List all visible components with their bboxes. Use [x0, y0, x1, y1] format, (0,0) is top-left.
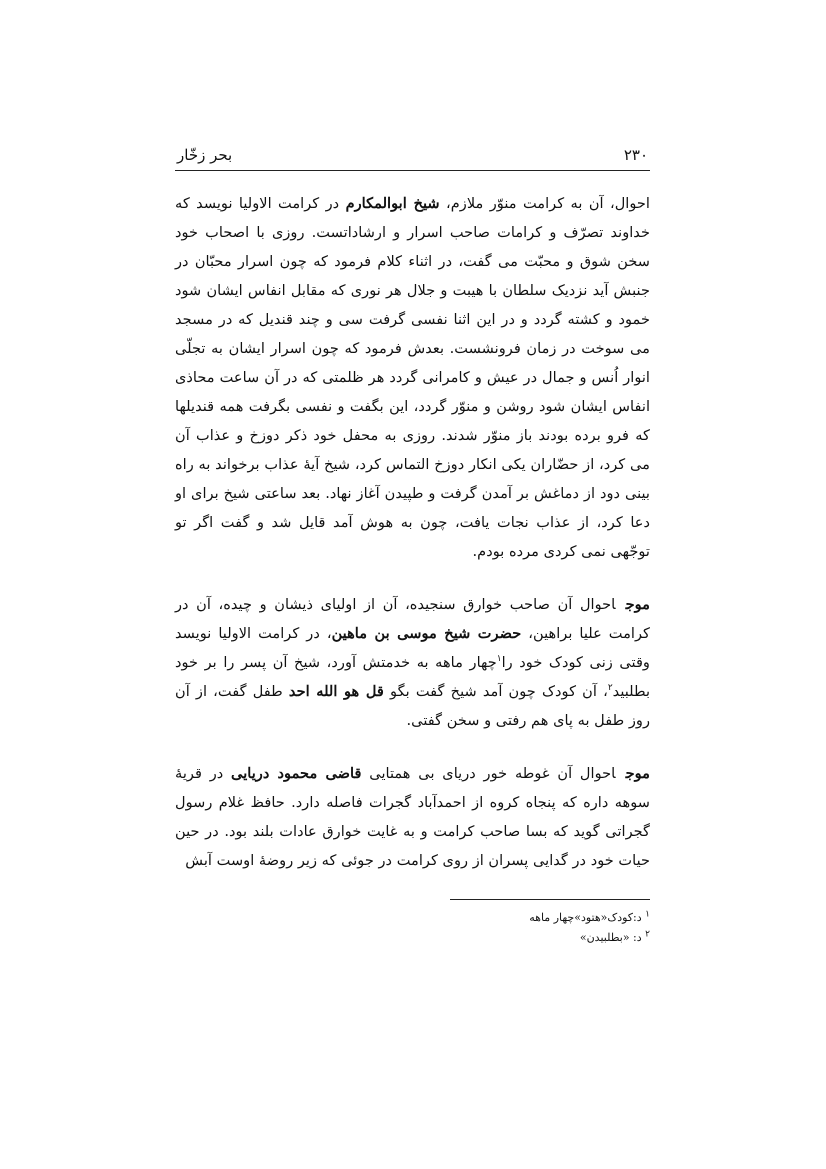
book-page: [175, 140, 650, 948]
text-run: احوال آن غوطه خور دریای بی همتایی: [361, 765, 616, 782]
footnote-1: [175, 908, 650, 928]
text-run: در قریهٔ سوهه داره که پنجاه کروه از احمدآباد گجرات فاصله دارد. حافظ غلام رسول گجراتی گوید که بسا صاحب کرامت و به غایت خوارق عادات بلند بود. در حین حیات خود در گدایی پسران از روی کرامت در جوئی که زیر روضهٔ اوست آبش: [175, 765, 650, 869]
running-title: بحر زخّار: [177, 146, 233, 164]
bold-name-abul-makarim: شیخ ابوالمکارم: [345, 195, 440, 212]
footnote-separator: [450, 899, 650, 900]
footnote-ref-1[interactable]: ۱: [496, 654, 502, 665]
section-heading-mauj: موج: [625, 596, 650, 613]
text-run: در کرامت الاولیا نویسد که خداوند تصرّف و کرامات صاحب اسرار و ارشاداتست. روزی با اصحاب خود سخن شوق و محبّت می گفت، در اثناء کلام فرمود که چون اسرار محبّان در جنبش آید نزدیک سلطان با هیبت و جلال هر نوری که مقابل انفاس ایشان شود خمود و کشته گردد و در این اثنا نفسی گرفت سی و چند قندیل که در مسجد می سوخت در زمان فرونشست. بعدش فرمود که چون اسرار ایشان به تجلّی انوار اُنس و جمال در عیش و کامرانی گردد هر ظلمتی که در آن ساعت محاذی انفاس ایشان شود روشن و منوّر گردد، این بگفت و نفسی بگرفت همه قندیلها که فرو برده بودند باز منوّر شدند. روزی به محفل خود ذکر دوزخ و عذاب آن می کرد، از حضّاران یکی انکار دوزخ التماس کرد، شیخ آیهٔ عذاب برخواند به راه بینی دود از دماغش بر آمدن گرفت و طپیدن آغاز نهاد. بعد ساعتی شیخ برای او دعا کرد، از عذاب نجات یافت، چون به هوش آمد قایل شد و گفت اگر تو توجّهی نمی کردی مرده بودم.: [175, 195, 650, 560]
paragraph-abul-makarim: [175, 189, 650, 566]
paragraph-qazi-mahmud: [175, 759, 650, 875]
text-run: احوال، آن به کرامت منوّر ملازم،: [439, 195, 650, 212]
page-number: ۲۳۰: [623, 146, 648, 164]
text-run: طفل گفت، از آن روز طفل به پای هم رفتی و سخن گفتی.: [175, 683, 650, 729]
bold-name-musa-bin-mahin: حضرت شیخ موسی بن ماهین: [331, 625, 522, 642]
paragraph-musa-bin-mahin: [175, 590, 650, 735]
text-run: چهار ماهه به خدمتش آورد، شیخ آن پسر را بر خود بطلبید: [175, 654, 651, 700]
footnote-text: د:کودک«هتود»چهار ماهه: [529, 911, 646, 924]
bold-quote: قل هو الله احد: [288, 683, 384, 700]
footnotes: [175, 908, 650, 948]
footnote-2: [175, 928, 650, 948]
running-header: [175, 140, 650, 171]
text-run: ، در کرامت الاولیا نویسد وقتی زنی کودک خود را: [175, 625, 650, 671]
footnote-number: ۱: [645, 909, 650, 920]
text-run: ، آن کودک چون آمد شیخ گفت بگو: [383, 683, 608, 700]
footnote-ref-2[interactable]: ۲: [607, 683, 613, 694]
footnote-number: ۲: [645, 929, 650, 940]
section-heading-mauj: موج: [625, 765, 650, 782]
bold-name-qazi-mahmud: قاضی محمود دریایی: [231, 765, 362, 782]
footnote-text: د: «بطلبیدن»: [579, 931, 646, 944]
text-run: احوال آن صاحب خوارق سنجیده، آن از اولیای ذیشان و چیده، آن در کرامت علیا براهین،: [175, 596, 650, 642]
